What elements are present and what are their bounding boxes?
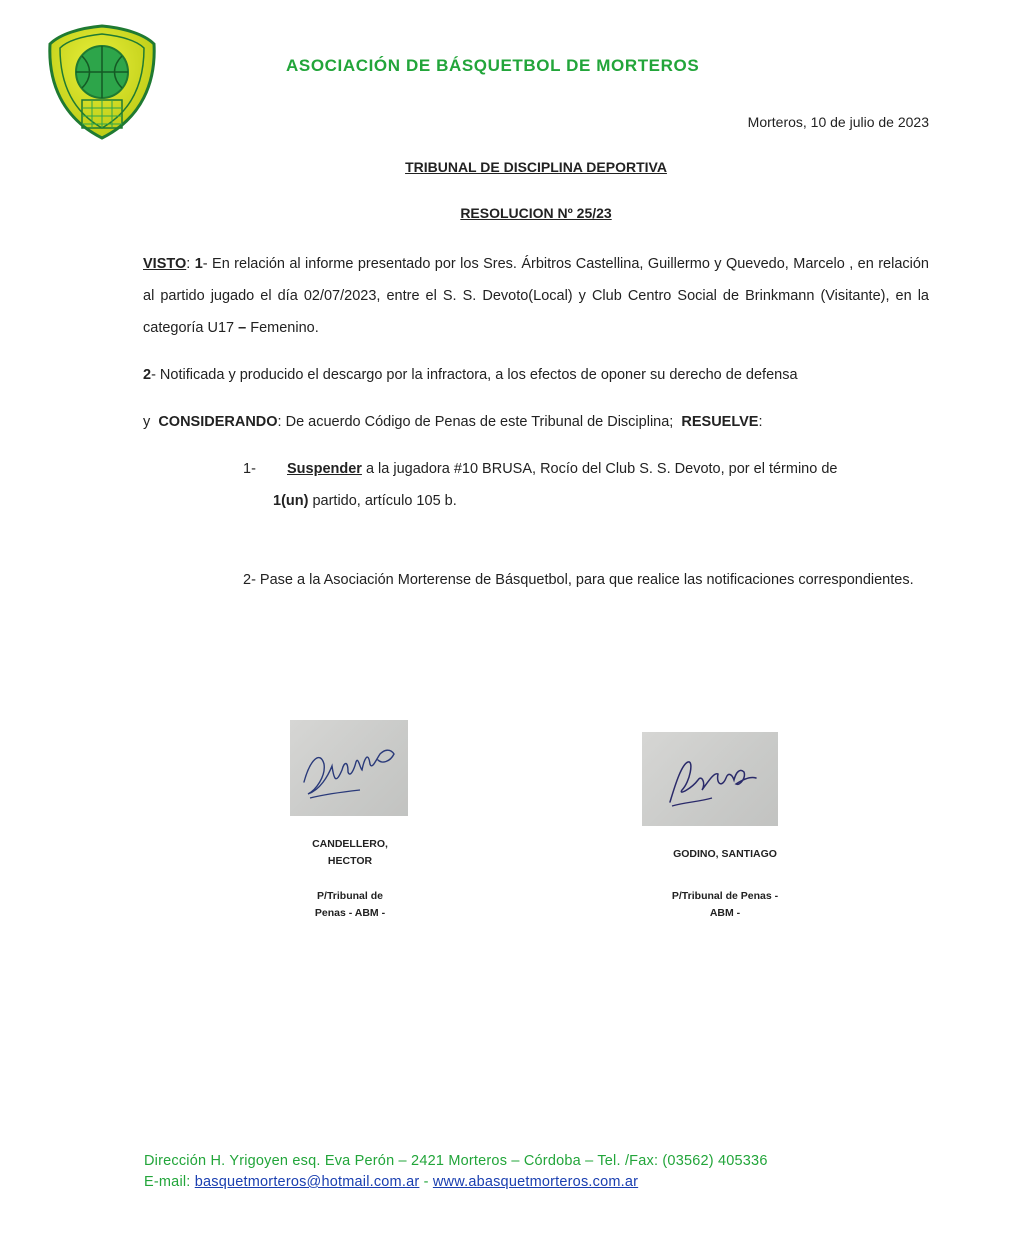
visto-colon: : bbox=[186, 256, 195, 272]
considerando-text: : De acuerdo Código de Penas de este Tribunal de Disciplina; bbox=[277, 414, 682, 430]
item-1-tail: partido, artículo 105 b. bbox=[308, 493, 457, 509]
email-link[interactable]: basquetmorteros@hotmail.com.ar bbox=[194, 1174, 420, 1190]
considerando-prefix: y bbox=[143, 414, 159, 430]
visto-text: - En relación al informe presentado por los Sres. Árbitros Castellina, Guillermo y Quevedo, Marcelo , en relación al partido jugado el día 02/07/2023, entre el S. S. Devoto(Local) y Club Centro Social de Brinkmann (Visitante), en la categoría U17 bbox=[143, 256, 929, 336]
considerando-label: CONSIDERANDO bbox=[158, 414, 278, 430]
notificada-number: 2 bbox=[143, 367, 152, 383]
suspender-label: Suspender bbox=[287, 461, 362, 477]
visto-paragraph bbox=[143, 248, 929, 344]
visto-label: VISTO bbox=[143, 256, 187, 272]
resolution-heading: RESOLUCION Nº 25/23 bbox=[460, 205, 612, 221]
signer-2-role-line-2: ABM - bbox=[709, 907, 741, 919]
signature-candellero bbox=[290, 720, 408, 816]
item-2-paragraph: 2- Pase a la Asociación Morterense de Básquetbol, para que realice las notificaciones correspondientes. bbox=[243, 572, 914, 588]
handwritten-signature-icon bbox=[642, 732, 778, 826]
signer-1-name bbox=[296, 836, 404, 870]
signer-1-name-line-2: HECTOR bbox=[327, 855, 373, 867]
signer-2-name: GODINO, SANTIAGO bbox=[673, 848, 777, 860]
item-1-text bbox=[287, 453, 929, 485]
association-logo bbox=[44, 22, 160, 142]
notificada-text: - Notificada y producido el descargo por la infractora, a los efectos de oponer su derecho de defensa bbox=[151, 367, 798, 383]
signer-2-role-line-1: P/Tribunal de Penas - bbox=[671, 890, 779, 902]
resuelve-label: RESUELVE bbox=[681, 414, 759, 430]
considerando-end: : bbox=[758, 414, 763, 430]
item-1-number: 1- bbox=[243, 461, 256, 477]
signature-godino bbox=[642, 732, 778, 826]
tribunal-heading: TRIBUNAL DE DISCIPLINA DEPORTIVA bbox=[405, 159, 667, 175]
website-link[interactable]: www.abasquetmorteros.com.ar bbox=[432, 1174, 639, 1190]
signer-2-role bbox=[650, 888, 800, 922]
footer-address: Dirección H. Yrigoyen esq. Eva Perón – 2421 Morteros – Córdoba – Tel. /Fax: (03562) 405336 bbox=[144, 1153, 768, 1169]
signer-1-role bbox=[296, 888, 404, 922]
item-1-body: a la jugadora #10 BRUSA, Rocío del Club S. S. Devoto, por el término de bbox=[361, 461, 838, 477]
visto-tail: Femenino. bbox=[246, 320, 319, 336]
document-date: Morteros, 10 de julio de 2023 bbox=[747, 114, 929, 130]
signer-1-role-line-2: Penas - ABM - bbox=[314, 907, 386, 919]
signer-1-name-line-1: CANDELLERO, bbox=[312, 838, 388, 850]
visto-number: 1 bbox=[194, 256, 203, 272]
signer-1-role-line-1: P/Tribunal de bbox=[317, 890, 383, 902]
visto-dash: – bbox=[238, 320, 247, 336]
item-1-bold: 1(un) bbox=[273, 493, 309, 509]
email-label: E-mail: bbox=[144, 1174, 195, 1190]
handwritten-signature-icon bbox=[290, 720, 408, 816]
considerando-paragraph bbox=[143, 406, 929, 438]
organization-title: ASOCIACIÓN DE BÁSQUETBOL DE MORTEROS bbox=[286, 56, 700, 75]
notificada-paragraph bbox=[143, 359, 929, 391]
footer-contact bbox=[144, 1174, 638, 1190]
basketball-shield-logo-icon bbox=[44, 22, 160, 142]
item-1-continuation bbox=[273, 485, 457, 517]
footer-separator: - bbox=[419, 1174, 433, 1190]
